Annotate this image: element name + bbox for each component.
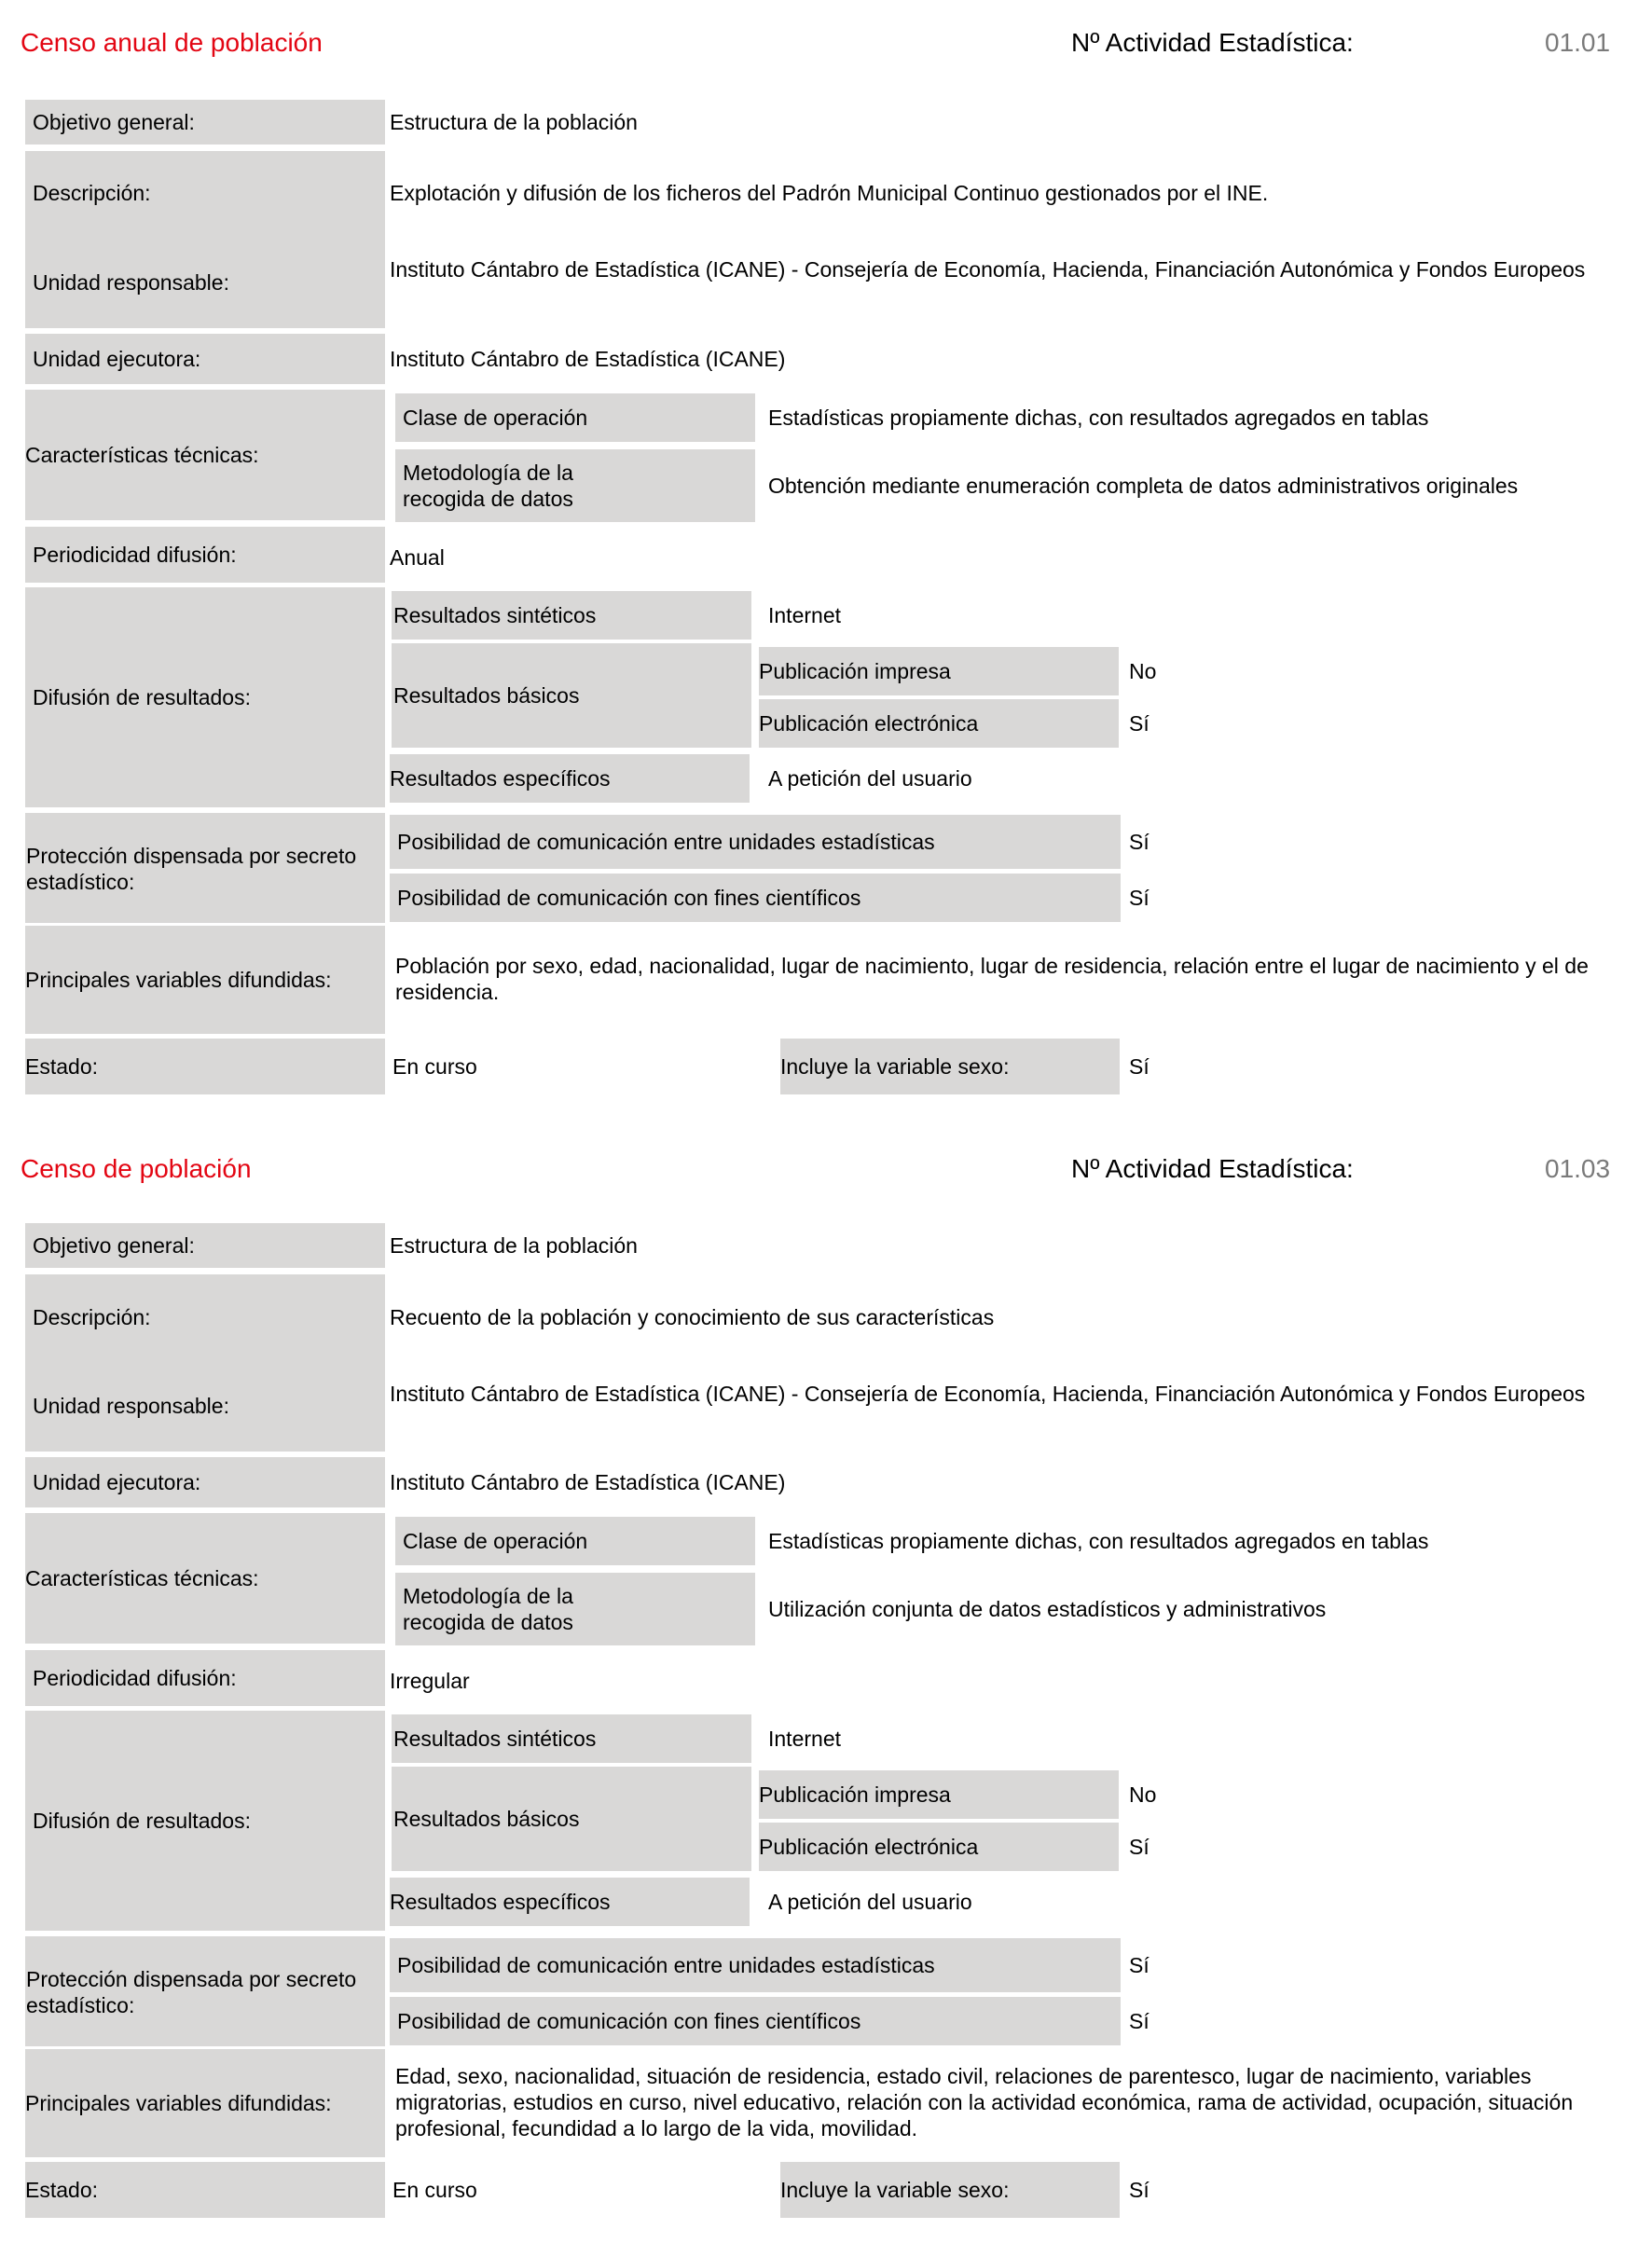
res-sinteticos-value: Internet — [768, 1727, 841, 1751]
com-unidades-label: Posibilidad de comunicación entre unidades estadísticas — [390, 1938, 1121, 1992]
pub-electronica-label: Publicación electrónica — [759, 699, 1119, 748]
record-title: Censo anual de población — [21, 28, 323, 57]
res-especificos-label: Resultados específicos — [390, 754, 750, 803]
periodicidad-label: Periodicidad difusión: — [25, 527, 385, 583]
unidad-ejecutora-label: Unidad ejecutora: — [25, 1457, 385, 1507]
descripcion-label: Descripción: — [33, 1305, 151, 1329]
activity-number: 01.01 — [1545, 28, 1611, 57]
incluye-sexo-label: Incluye la variable sexo: — [780, 2162, 1120, 2218]
variables-label: Principales variables difundidas: — [25, 926, 385, 1034]
pub-impresa-label: Publicación impresa — [759, 647, 1119, 695]
estado-label: Estado: — [25, 1039, 385, 1094]
incluye-sexo-value: Sí — [1129, 2178, 1150, 2202]
com-cientificos-label: Posibilidad de comunicación con fines científicos — [390, 1997, 1121, 2045]
estado-value: En curso — [392, 2178, 477, 2202]
caracteristicas-label: Características técnicas: — [25, 390, 385, 520]
objetivo-label: Objetivo general: — [25, 100, 385, 145]
incluye-sexo-value: Sí — [1129, 1054, 1150, 1079]
unidad-responsable-value: Instituto Cántabro de Estadística (ICANE) - Consejería de Economía, Hacienda, Financiación Autonómica y Fondos Europeos — [390, 257, 1586, 282]
res-sinteticos-label: Resultados sintéticos — [392, 591, 751, 640]
caracteristicas-label: Características técnicas: — [25, 1513, 385, 1644]
com-unidades-label: Posibilidad de comunicación entre unidades estadísticas — [390, 815, 1121, 869]
record-title: Censo de población — [21, 1154, 252, 1183]
objetivo-value: Estructura de la población — [390, 110, 638, 134]
unidad-responsable-value: Instituto Cántabro de Estadística (ICANE) - Consejería de Economía, Hacienda, Financiación Autonómica y Fondos Europeos — [390, 1382, 1586, 1406]
descripcion-responsable-block — [25, 1274, 385, 1452]
pub-electronica-value: Sí — [1129, 1835, 1150, 1859]
res-basicos-label: Resultados básicos — [392, 1767, 751, 1871]
proteccion-label: Protección dispensada por secreto estadístico: — [25, 1936, 385, 2046]
proteccion-label: Protección dispensada por secreto estadístico: — [25, 813, 385, 923]
unidad-ejecutora-label: Unidad ejecutora: — [25, 334, 385, 384]
unidad-responsable-label: Unidad responsable: — [33, 270, 229, 295]
res-basicos-label: Resultados básicos — [392, 643, 751, 748]
variables-value: Edad, sexo, nacionalidad, situación de residencia, estado civil, relaciones de parentesco, lugar de nacimiento, variables migratorias, estudios en curso, nivel educativo, relación con la actividad económica, rama de actividad, ocupación, situación profesional, fecundidad a lo largo de la vida, movilidad. — [395, 2064, 1574, 2140]
clase-operacion-label: Clase de operación — [395, 1517, 755, 1565]
pub-electronica-value: Sí — [1129, 711, 1150, 736]
pub-impresa-value: No — [1129, 1782, 1157, 1807]
pub-electronica-label: Publicación electrónica — [759, 1823, 1119, 1871]
com-cientificos-value: Sí — [1129, 2009, 1150, 2033]
objetivo-label: Objetivo general: — [25, 1223, 385, 1268]
descripcion-label: Descripción: — [33, 181, 151, 205]
res-especificos-value: A petición del usuario — [768, 766, 972, 791]
pub-impresa-value: No — [1129, 659, 1157, 683]
res-sinteticos-value: Internet — [768, 603, 841, 627]
unidad-ejecutora-value: Instituto Cántabro de Estadística (ICANE) — [390, 1470, 786, 1494]
unidad-ejecutora-value: Instituto Cántabro de Estadística (ICANE) — [390, 347, 786, 371]
descripcion-value: Explotación y difusión de los ficheros del Padrón Municipal Continuo gestionados por el INE. — [390, 181, 1269, 205]
metodologia-label: Metodología de la recogida de datos — [395, 1573, 755, 1645]
periodicidad-value: Irregular — [390, 1669, 470, 1693]
variables-value: Población por sexo, edad, nacionalidad, lugar de nacimiento, lugar de residencia, relación entre el lugar de nacimiento y el de residencia. — [395, 954, 1589, 1004]
com-cientificos-label: Posibilidad de comunicación con fines científicos — [390, 874, 1121, 922]
periodicidad-label: Periodicidad difusión: — [25, 1650, 385, 1706]
activity-number-label: Nº Actividad Estadística: — [1071, 1154, 1354, 1183]
objetivo-value: Estructura de la población — [390, 1233, 638, 1258]
metodologia-label: Metodología de la recogida de datos — [395, 449, 755, 522]
difusion-label: Difusión de resultados: — [25, 1711, 385, 1931]
com-cientificos-value: Sí — [1129, 886, 1150, 910]
unidad-responsable-label: Unidad responsable: — [33, 1394, 229, 1418]
clase-operacion-label: Clase de operación — [395, 393, 755, 442]
variables-label: Principales variables difundidas: — [25, 2049, 385, 2157]
metodologia-value: Obtención mediante enumeración completa de datos administrativos originales — [768, 474, 1519, 498]
clase-operacion-value: Estadísticas propiamente dichas, con resultados agregados en tablas — [768, 1529, 1429, 1553]
descripcion-responsable-block — [25, 151, 385, 328]
res-sinteticos-label: Resultados sintéticos — [392, 1714, 751, 1763]
pub-impresa-label: Publicación impresa — [759, 1770, 1119, 1819]
estado-value: En curso — [392, 1054, 477, 1079]
com-unidades-value: Sí — [1129, 830, 1150, 854]
metodologia-value: Utilización conjunta de datos estadísticos y administrativos — [768, 1597, 1327, 1621]
activity-number-label: Nº Actividad Estadística: — [1071, 28, 1354, 57]
com-unidades-value: Sí — [1129, 1953, 1150, 1977]
descripcion-value: Recuento de la población y conocimiento de sus características — [390, 1305, 995, 1329]
incluye-sexo-label: Incluye la variable sexo: — [780, 1039, 1120, 1094]
res-especificos-value: A petición del usuario — [768, 1890, 972, 1914]
estado-label: Estado: — [25, 2162, 385, 2218]
activity-number: 01.03 — [1545, 1154, 1611, 1183]
res-especificos-label: Resultados específicos — [390, 1878, 750, 1926]
periodicidad-value: Anual — [390, 545, 445, 570]
difusion-label: Difusión de resultados: — [25, 587, 385, 807]
clase-operacion-value: Estadísticas propiamente dichas, con resultados agregados en tablas — [768, 406, 1429, 430]
